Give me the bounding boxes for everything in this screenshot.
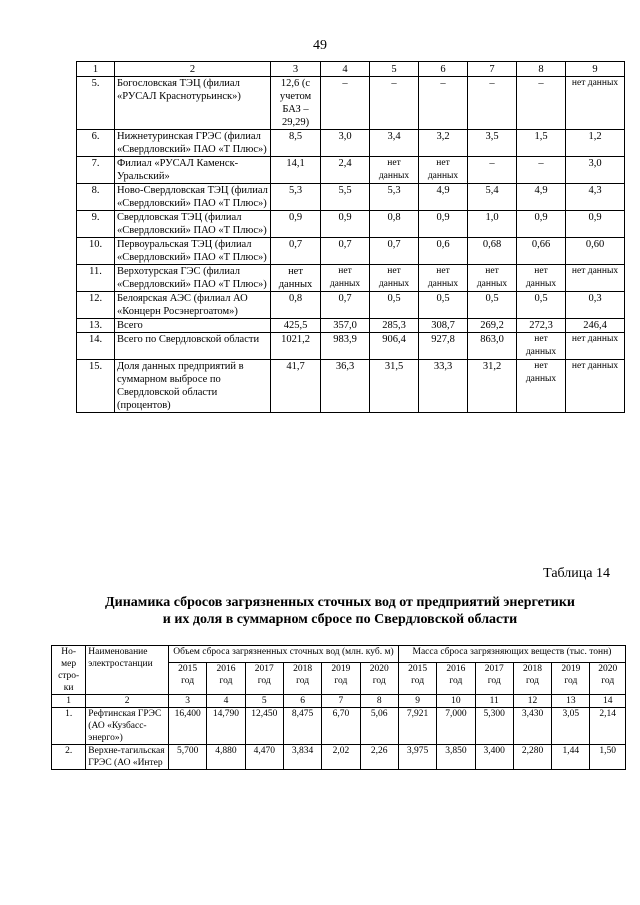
table-row [77, 238, 625, 265]
index-cell: 12 [513, 695, 551, 708]
table-title-line2: и их доля в суммарном сбросе по Свердловской области [162, 612, 518, 627]
row-number: 6. [77, 130, 115, 157]
row-number: 5. [77, 77, 115, 130]
value-cell: 927,8 [419, 333, 468, 360]
value-cell: 0,7 [321, 292, 370, 319]
value-cell: 2,14 [590, 708, 626, 745]
value-cell: 14,790 [207, 708, 245, 745]
index-cell: 14 [590, 695, 626, 708]
header-cell: 3 [271, 62, 321, 77]
index-row [52, 695, 626, 708]
value-cell: 3,850 [437, 745, 475, 770]
header-cell: 2 [115, 62, 271, 77]
station-name: Доля данных предприятий в суммарном выбросе по Свердловской области (процентов) [115, 360, 271, 413]
value-cell: 246,4 [566, 319, 625, 333]
row-number: 2. [52, 745, 86, 770]
value-cell: 285,3 [370, 319, 419, 333]
value-cell: 269,2 [468, 319, 517, 333]
value-cell: 36,3 [321, 360, 370, 413]
value-cell: 14,1 [271, 157, 321, 184]
station-name: Белоярская АЭС (филиал АО «Концерн Росэнергоатом») [115, 292, 271, 319]
value-cell: 5,300 [475, 708, 513, 745]
value-cell: 983,9 [321, 333, 370, 360]
index-cell: 9 [398, 695, 436, 708]
value-cell: 1,50 [590, 745, 626, 770]
value-cell: нет данных [419, 157, 468, 184]
value-cell: – [468, 157, 517, 184]
col-row-number-header: Но-мер стро-ки [52, 646, 86, 695]
value-cell: – [419, 77, 468, 130]
value-cell: 0,9 [271, 211, 321, 238]
value-cell: 0,7 [370, 238, 419, 265]
value-cell: 0,66 [517, 238, 566, 265]
col-station-header: Наименование электростанции [86, 646, 169, 695]
header-cell: 9 [566, 62, 625, 77]
value-cell: 41,7 [271, 360, 321, 413]
value-cell: 308,7 [419, 319, 468, 333]
table-row [77, 211, 625, 238]
index-cell: 8 [360, 695, 398, 708]
table-row [77, 292, 625, 319]
value-cell: 0,5 [370, 292, 419, 319]
table-row [77, 130, 625, 157]
header-row [77, 62, 625, 77]
index-cell: 10 [437, 695, 475, 708]
table-row [52, 745, 626, 770]
station-name: Богословская ТЭЦ (филиал «РУСАЛ Краснотурьинск») [115, 77, 271, 130]
row-number: 1. [52, 708, 86, 745]
value-cell: 0,9 [517, 211, 566, 238]
value-cell: 863,0 [468, 333, 517, 360]
value-cell: нет данных [566, 360, 625, 413]
value-cell: 1021,2 [271, 333, 321, 360]
value-cell: 3,0 [321, 130, 370, 157]
row-number: 14. [77, 333, 115, 360]
value-cell: 4,880 [207, 745, 245, 770]
value-cell: 5,06 [360, 708, 398, 745]
station-name: Верхне-тагильская ГРЭС (АО «Интер [86, 745, 169, 770]
value-cell: 4,3 [566, 184, 625, 211]
table-row [77, 360, 625, 413]
header-cell: 7 [468, 62, 517, 77]
value-cell: 0,6 [419, 238, 468, 265]
value-cell: 906,4 [370, 333, 419, 360]
group-mass-header: Масса сброса загрязняющих веществ (тыс. тонн) [398, 646, 625, 663]
value-cell: 3,430 [513, 708, 551, 745]
row-number: 13. [77, 319, 115, 333]
value-cell: 3,5 [468, 130, 517, 157]
value-cell: 1,5 [517, 130, 566, 157]
header-cell: 6 [419, 62, 468, 77]
value-cell: 0,8 [370, 211, 419, 238]
value-cell: 33,3 [419, 360, 468, 413]
table-row [52, 708, 626, 745]
station-name: Свердловская ТЭЦ (филиал «Свердловский» ПАО «Т Плюс») [115, 211, 271, 238]
index-cell: 13 [552, 695, 590, 708]
station-name: Филиал «РУСАЛ Каменск-Уральский» [115, 157, 271, 184]
station-name: Ново-Свердловская ТЭЦ (филиал «Свердловский» ПАО «Т Плюс») [115, 184, 271, 211]
value-cell: 0,7 [321, 238, 370, 265]
index-cell: 11 [475, 695, 513, 708]
index-cell: 2 [86, 695, 169, 708]
index-cell: 5 [245, 695, 283, 708]
value-cell: 0,7 [271, 238, 321, 265]
header-cell: 1 [77, 62, 115, 77]
value-cell: 3,400 [475, 745, 513, 770]
value-cell: 1,2 [566, 130, 625, 157]
value-cell: нет данных [517, 333, 566, 360]
row-number: 11. [77, 265, 115, 292]
value-cell: нет данных [566, 265, 625, 292]
value-cell: 5,3 [271, 184, 321, 211]
value-cell: 0,5 [517, 292, 566, 319]
value-cell: 3,975 [398, 745, 436, 770]
value-cell: 3,2 [419, 130, 468, 157]
value-cell: 5,4 [468, 184, 517, 211]
wastewater-discharge-table [51, 645, 626, 770]
value-cell: 16,400 [168, 708, 206, 745]
index-cell: 1 [52, 695, 86, 708]
year-header: 2018 год [283, 662, 321, 694]
row-number: 15. [77, 360, 115, 413]
value-cell: 8,5 [271, 130, 321, 157]
value-cell: 0,9 [419, 211, 468, 238]
year-header: 2015 год [168, 662, 206, 694]
value-cell: 4,470 [245, 745, 283, 770]
value-cell: 2,280 [513, 745, 551, 770]
year-header: 2020 год [360, 662, 398, 694]
station-name: Рефтинская ГРЭС (АО «Кузбасс-энерго») [86, 708, 169, 745]
year-header: 2016 год [437, 662, 475, 694]
year-header: 2019 год [322, 662, 360, 694]
value-cell: 2,26 [360, 745, 398, 770]
value-cell: 31,2 [468, 360, 517, 413]
value-cell: 0,5 [468, 292, 517, 319]
value-cell: 7,000 [437, 708, 475, 745]
value-cell: 0,5 [419, 292, 468, 319]
table-row [77, 184, 625, 211]
table-row [77, 333, 625, 360]
table-title [0, 594, 640, 628]
value-cell: нет данных [566, 333, 625, 360]
value-cell: 12,6 (с учетом БАЗ – 29,29) [271, 77, 321, 130]
value-cell: 31,5 [370, 360, 419, 413]
year-header: 2015 год [398, 662, 436, 694]
value-cell: нет данных [370, 157, 419, 184]
value-cell: 3,05 [552, 708, 590, 745]
header-row [52, 646, 626, 663]
value-cell: 4,9 [419, 184, 468, 211]
table-row [77, 319, 625, 333]
value-cell: 1,0 [468, 211, 517, 238]
station-name: Первоуральская ТЭЦ (филиал «Свердловский» ПАО «Т Плюс») [115, 238, 271, 265]
value-cell: 2,4 [321, 157, 370, 184]
value-cell: 3,4 [370, 130, 419, 157]
value-cell: 357,0 [321, 319, 370, 333]
index-cell: 4 [207, 695, 245, 708]
group-volume-header: Объем сброса загрязненных сточных вод (млн. куб. м) [168, 646, 398, 663]
table-row [77, 265, 625, 292]
header-cell: 4 [321, 62, 370, 77]
table-caption: Таблица 14 [543, 566, 610, 581]
value-cell: 6,70 [322, 708, 360, 745]
value-cell: нет данных [419, 265, 468, 292]
value-cell: – [321, 77, 370, 130]
value-cell: нет данных [468, 265, 517, 292]
table-title-line1: Динамика сбросов загрязненных сточных вод от предприятий энергетики [105, 595, 575, 610]
value-cell: 425,5 [271, 319, 321, 333]
value-cell: 0,8 [271, 292, 321, 319]
page-number: 49 [313, 38, 327, 53]
value-cell: 5,3 [370, 184, 419, 211]
row-number: 7. [77, 157, 115, 184]
value-cell: 0,9 [566, 211, 625, 238]
row-number: 10. [77, 238, 115, 265]
station-name: Верхотурская ГЭС (филиал «Свердловский» ПАО «Т Плюс») [115, 265, 271, 292]
value-cell: – [468, 77, 517, 130]
value-cell: 2,02 [322, 745, 360, 770]
value-cell: нет данных [321, 265, 370, 292]
value-cell: нет данных [517, 265, 566, 292]
station-name: Всего [115, 319, 271, 333]
value-cell: 5,700 [168, 745, 206, 770]
header-cell: 8 [517, 62, 566, 77]
value-cell: 4,9 [517, 184, 566, 211]
value-cell: нет данных [370, 265, 419, 292]
value-cell: 3,834 [283, 745, 321, 770]
value-cell: 5,5 [321, 184, 370, 211]
row-number: 8. [77, 184, 115, 211]
emissions-table-continued [76, 61, 625, 413]
header-cell: 5 [370, 62, 419, 77]
year-header: 2017 год [475, 662, 513, 694]
value-cell: 7,921 [398, 708, 436, 745]
index-cell: 3 [168, 695, 206, 708]
value-cell: 272,3 [517, 319, 566, 333]
table-row [77, 77, 625, 130]
value-cell: 12,450 [245, 708, 283, 745]
year-header: 2019 год [552, 662, 590, 694]
row-number: 9. [77, 211, 115, 238]
row-number: 12. [77, 292, 115, 319]
value-cell: – [517, 77, 566, 130]
value-cell: нет данных [566, 77, 625, 130]
value-cell: – [370, 77, 419, 130]
value-cell: нет данных [271, 265, 321, 292]
value-cell: 0,3 [566, 292, 625, 319]
value-cell: 0,9 [321, 211, 370, 238]
station-name: Нижнетуринская ГРЭС (филиал «Свердловский» ПАО «Т Плюс») [115, 130, 271, 157]
year-header: 2020 год [590, 662, 626, 694]
value-cell: 0,68 [468, 238, 517, 265]
index-cell: 7 [322, 695, 360, 708]
year-header: 2016 год [207, 662, 245, 694]
year-header: 2017 год [245, 662, 283, 694]
index-cell: 6 [283, 695, 321, 708]
value-cell: нет данных [517, 360, 566, 413]
year-header: 2018 год [513, 662, 551, 694]
value-cell: 0,60 [566, 238, 625, 265]
table-row [77, 157, 625, 184]
value-cell: 1,44 [552, 745, 590, 770]
value-cell: 3,0 [566, 157, 625, 184]
station-name: Всего по Свердловской области [115, 333, 271, 360]
value-cell: 8,475 [283, 708, 321, 745]
value-cell: – [517, 157, 566, 184]
